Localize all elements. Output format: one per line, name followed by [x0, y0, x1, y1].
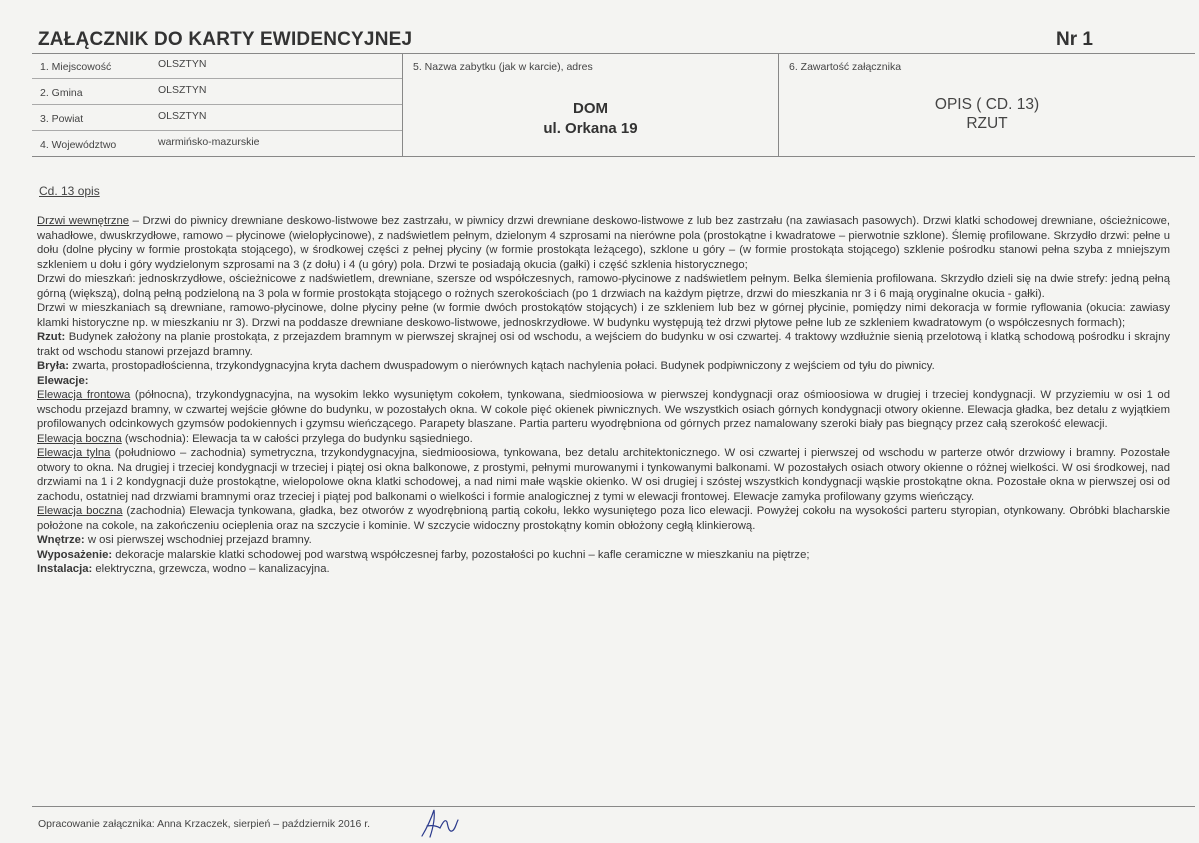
term-label: Wnętrze: — [37, 534, 85, 546]
paragraph-furnishings — [37, 548, 1170, 563]
field-label: 2. Gmina — [40, 87, 83, 99]
footer-credit: Opracowanie załącznika: Anna Krzaczek, sierpień – październik 2016 r. — [38, 818, 371, 830]
footer-rule — [32, 806, 1195, 807]
field-value: warmińsko-mazurskie — [158, 136, 260, 148]
signature-image — [418, 806, 460, 840]
content-box — [779, 53, 1195, 156]
term-label: Elewacja tylna — [37, 447, 111, 459]
paragraph-installations — [37, 562, 1170, 577]
paragraph-text: elektryczna, grzewcza, wodno – kanalizacyjna. — [92, 563, 330, 575]
paragraph-apartment-doors: Drzwi do mieszkań: jednoskrzydłowe, ościeżnicowe z nadświetlem, drewniane, szersze od współczesnych, ramowo-płycinowe z nadświetlem pełnym. Belka ślemienia profilowana. Skrzydło dzieli się na dwie strefy: jedną pełną górną (większą), dolną pełną podzieloną na 3 pola w formie prostokąta stojącego o rożnych szerokościach (po 1 drzwiach na każdym piętrze, drzwi do mieszkania nr 3 i 6 mają oryginalne okucia - gałki). — [37, 273, 1170, 300]
location-fields — [32, 53, 403, 156]
term-label: Elewacja boczna — [37, 505, 123, 517]
content-line-2: RZUT — [966, 115, 1008, 132]
field-row-commune — [32, 78, 402, 104]
field-value: OLSZTYN — [158, 84, 207, 96]
field-row-locality — [32, 53, 402, 78]
paragraph-front-elevation — [37, 388, 1170, 432]
paragraph-interior — [37, 533, 1170, 548]
paragraph-text: (południowo – zachodnia) symetryczna, trzykondygnacyjna, siedmioosiowa, tynkowana, bez detalu architektonicznego. W osi czwartej i pierwszej od wschodu w parterze otwór drzwiowy i bramny. Pozostałe otwory to okna. Na drugiej i trzeciej kondygnacji w trzeciej i piątej osi okna balkonowe, z prostymi, pełnymi murowanymi i tynkowanymi balkonami. W pozostałych osiach otwory okienne o różnej wielkości. W osi środkowej, nad drzwiami na 1 i 2 kondygnacji duże prostokątne, wielopolowe okna klatki schodowej, a nad nimi małe wąskie okienko. W osi drugiej i szóstej wszystkich kondygnacji wąskie prostokątne okna. Pozostałe okna w pierwszej osi od zachodu, ostatniej nad drzwiami bramnymi oraz trzeciej i piątej pod balkonami o wielkości i formie analogicznej z tymi w elewacji frontowej. Elewacje zamyka profilowany gzyms wieńczący. — [37, 447, 1170, 503]
paragraph-plan — [37, 330, 1170, 359]
paragraph-text: zwarta, prostopadłościenna, trzykondygnacyjna kryta dachem dwuspadowym o nierównych kątach nachylenia połaci. Budynek podpiwniczony z wejściem od tyłu do piwnicy. — [69, 360, 935, 372]
header-table — [32, 53, 1195, 157]
term-label: Instalacja: — [37, 563, 93, 575]
term-label: Rzut: — [37, 331, 66, 343]
term-label: Wyposażenie: — [37, 548, 113, 561]
object-box — [403, 53, 779, 156]
term-label: Bryła: — [37, 360, 70, 372]
object-name: DOM — [573, 100, 608, 117]
paragraph-interior-doors — [37, 214, 1170, 272]
object-address: ul. Orkana 19 — [543, 120, 638, 137]
paragraph-text: dekoracje malarskie klatki schodowej pod warstwą współczesnej farby, pozostałości po kuchni – kafle ceramiczne w mieszkaniu na piętrze; — [112, 548, 810, 561]
paragraph-apartment-interior-doors: Drzwi w mieszkaniach są drewniane, ramowo-płycinowe, dolne płyciny pełne (w formie dwóch prostokątów stojących) i ze szkleniem lub bez w górnej płycinie, pomiędzy nimi dekoracja w formie ryflowania (okucia: zawiasy klamki historyczne np. w mieszkaniu nr 3). Drzwi na poddasze drewniane deskowo-listwowe, jednoskrzydłowe. W budynku występują też drzwi płytowe pełne lub ze szkleniem kwadratowym (o współczesnych formach); — [37, 302, 1170, 329]
description-body — [37, 214, 1170, 577]
paragraph-rear-elevation — [37, 446, 1170, 504]
field-label: 1. Miejscowość — [40, 61, 112, 73]
paragraph-elevations-heading — [37, 374, 1170, 389]
paragraph-text: w osi pierwszej wschodniej przejazd bramny. — [84, 534, 312, 546]
paragraph-west-elevation — [37, 504, 1170, 533]
term-label: Elewacja frontowa — [37, 389, 131, 401]
field-row-voivodeship — [32, 130, 402, 156]
term-label: Elewacje: — [37, 374, 89, 387]
paragraph-massing — [37, 359, 1170, 374]
paragraph-text: (wschodnia): Elewacja ta w całości przylega do budynku sąsiedniego. — [121, 432, 473, 445]
object-name-block — [403, 99, 778, 139]
field-value: OLSZTYN — [158, 110, 207, 122]
object-label: 5. Nazwa zabytku (jak w karcie), adres — [413, 61, 593, 73]
field-label: 4. Województwo — [40, 139, 117, 151]
section-heading: Cd. 13 opis — [39, 184, 100, 198]
term-label: Elewacja boczna — [37, 432, 122, 445]
page-title: ZAŁĄCZNIK DO KARTY EWIDENCYJNEJ — [38, 29, 413, 50]
paragraph-text: (zachodnia) Elewacja tynkowana, gładka, bez otworów z wyodrębnioną partią cokołu, lekko wysuniętego poza lico elewacji. Powyżej cokołu na wysokości parteru styropian, otynkowany. Obróbki blacharskie położone na cokole, na zakończeniu ocieplenia oraz na szczycie i kominie. W szczycie widoczny prostokątny komin obłożony cegłą klinkierową. — [37, 505, 1170, 532]
content-line-1: OPIS ( CD. 13) — [934, 96, 1040, 113]
content-label: 6. Zawartość załącznika — [789, 61, 902, 73]
attachment-number: Nr 1 — [1056, 29, 1093, 50]
paragraph-text: (północna), trzykondygnacyjna, na wysokim lekko wysuniętym cokołem, tynkowana, siedmioosiowa w pierwszej kondygnacji oraz ośmioosiowa w drugiej i trzeciej kondygnacji. W przyziemiu w osi 1 od wschodu przejazd bramny, w czwartej wejście główne do budynku, w pozostałych okna. W cokole pięć okienek piwnicznych. We wszystkich osiach górnych kondygnacji otwory okienne. Elewacja gładka, bez detalu z wyjątkiem profilowanych odcinkowych gzymsów podokiennych i gzymsu wieńczącego. Parapety blaszane. Partia parteru wyodrębniona od górnych przez namalowany szeroki biały pas biegnący przez całą szerokość elewacji. — [37, 389, 1170, 430]
term-label: Drzwi wewnętrzne — [37, 215, 130, 227]
content-type-block — [779, 95, 1195, 133]
field-label: 3. Powiat — [40, 113, 84, 125]
paragraph-text: – Drzwi do piwnicy drewniane deskowo-listwowe bez zastrzału, w piwnicy drzwi drewniane deskowo-listwowe z lub bez zastrzału (na zawiasach pasowych). Drzwi klatki schodowej drewniane, ościeżnicowe, wahadłowe, dwuskrzydłowe, ramowo – płycinowe (wielopłycinowe), z nadświetlem pełnym, dzielonym 4 szprosami na nierówne pola (prostokątne i kwadratowe – pierwotnie szklone). Ślemię profilowane. Skrzydło drzwi: pełne u dołu (dolne płyciny w formie prostokąta stojącego), w środkowej części z pełnej płyciny (w formie prostokąta leżącego), szklone u góry – (w formie prostokąta stojącego) szklenie pośrodku stanowi pełna szyba z mniejszym szkleniem u dołu i góry wydzielonym szprosami na 3 (z dołu) i 4 (u góry) pola. Drzwi te posiadają okucia (gałki) i część szklenia historycznego; — [37, 215, 1171, 271]
paragraph-text: Budynek założony na planie prostokąta, z przejazdem bramnym w pierwszej skrajnej osi od wschodu, a wejściem do budynku w osi czwartej. 4 traktowy wzdłużnie sienią przelotową i klatką schodową pośrodku i skrajny trakt od wschodu stanowi przejazd bramny. — [37, 331, 1170, 358]
field-row-county — [32, 104, 402, 130]
signature-stroke — [422, 810, 458, 837]
paragraph-east-elevation — [37, 432, 1170, 447]
field-value: OLSZTYN — [158, 58, 207, 70]
